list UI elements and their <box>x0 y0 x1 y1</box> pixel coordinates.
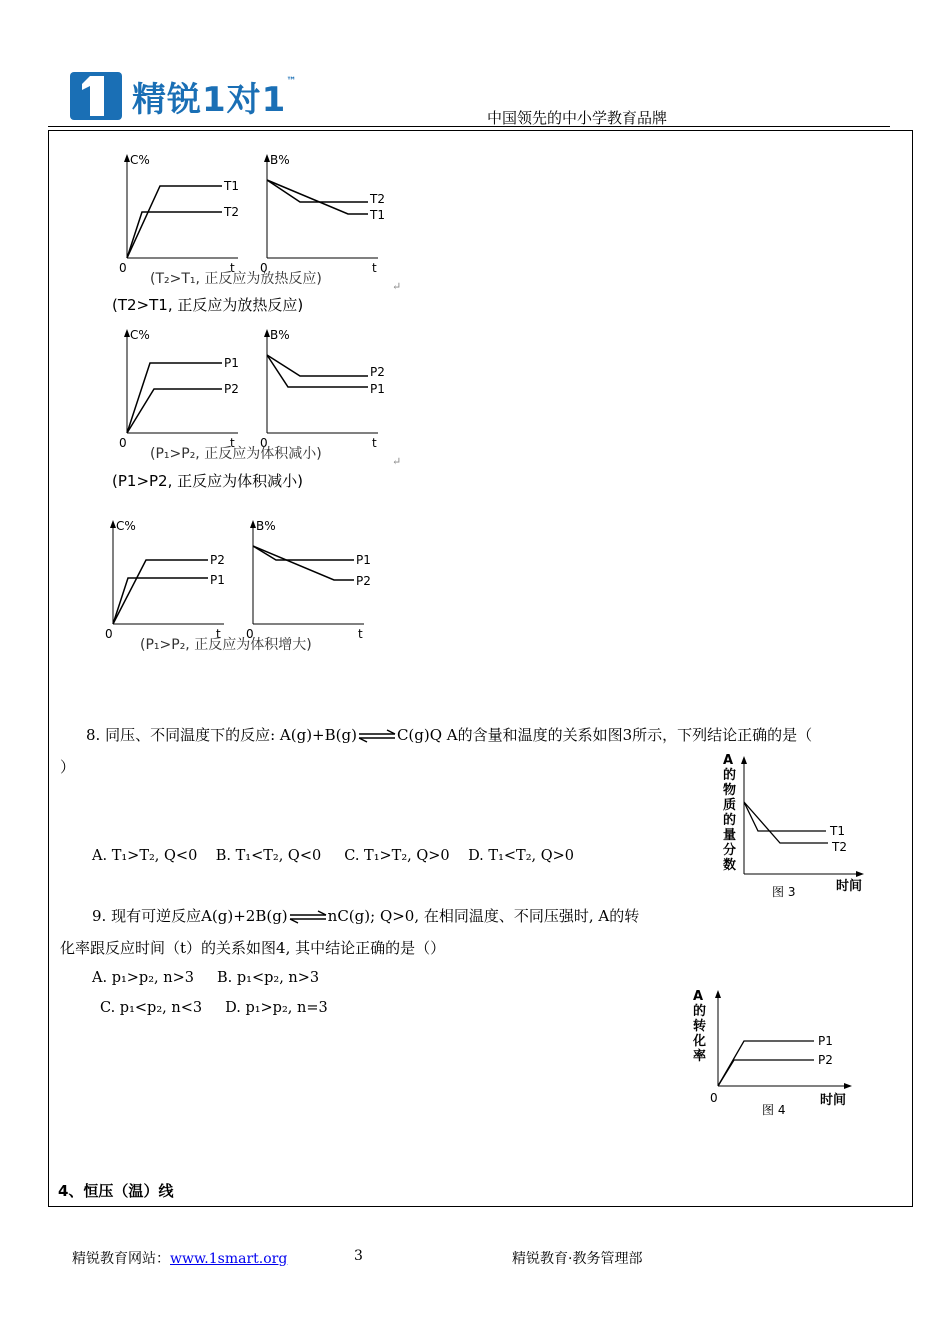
svg-text:T2: T2 <box>832 840 847 854</box>
svg-text:时间: 时间 <box>820 1093 847 1108</box>
figure-3 <box>718 752 878 902</box>
svg-text:B%: B% <box>256 519 276 533</box>
graph-note: (P1>P2, 正反应为体积减小) <box>112 472 303 490</box>
figure-4-ylabel: A 的转化率 <box>693 989 707 1064</box>
figure-3-ylabel: A 的物质的量分数 <box>723 753 737 873</box>
graph-c-percent <box>119 153 239 275</box>
curve-t2 <box>744 802 828 843</box>
question-8-close: ） <box>60 758 76 776</box>
curve-t1 <box>127 186 222 258</box>
graph-caption: (T₂>T₁, 正反应为放热反应) <box>150 271 322 287</box>
svg-text:P2: P2 <box>370 365 385 379</box>
svg-text:B%: B% <box>270 153 290 167</box>
graph-b-percent <box>260 328 385 450</box>
question-9-options-1: A. p₁>p₂, n>3 B. p₁<p₂, n>3 <box>92 970 320 986</box>
question-8-options: A. T₁>T₂, Q<0 B. T₁<T₂, Q<0 C. T₁>T₂, Q>0 D. T₁<T₂, Q>0 <box>92 848 574 864</box>
graph-c-percent <box>119 328 239 450</box>
question-9-cont: 化率跟反应时间（t）的关系如图4, 其中结论正确的是（） <box>60 939 446 957</box>
logo-tm: ™ <box>286 76 298 87</box>
figure-4 <box>688 986 858 1122</box>
curve-t2 <box>127 212 222 258</box>
graph-caption: (P₁>P₂, 正反应为体积增大) <box>140 637 312 653</box>
curve-t2 <box>267 180 368 202</box>
question-8: 8. 同压、不同温度下的反应: A(g)+B(g) C(g)Q A的含量和温度的关系如图3所示，下列结论正确的是（ <box>86 726 813 744</box>
graph-note: (T2>T1, 正反应为放热反应) <box>112 296 304 314</box>
graph-pair-pressure-increase <box>96 514 386 654</box>
svg-text:P1: P1 <box>818 1034 833 1048</box>
question-9-options-2: C. p₁<p₂, n<3 D. p₁>p₂, n=3 <box>100 1000 328 1016</box>
section-heading: 4、恒压（温）线 <box>58 1182 174 1200</box>
svg-text:T1: T1 <box>224 179 239 193</box>
svg-text:t: t <box>230 436 235 450</box>
svg-text:t: t <box>216 627 221 641</box>
svg-text:0: 0 <box>119 261 127 275</box>
svg-text:t: t <box>230 261 235 275</box>
svg-text:时间: 时间 <box>836 879 863 894</box>
curve-t1 <box>267 180 368 214</box>
graph-c-percent <box>105 519 225 641</box>
equilibrium-arrow-icon <box>357 729 397 743</box>
svg-text:T1: T1 <box>830 824 845 838</box>
svg-text:B%: B% <box>270 328 290 342</box>
svg-text:图 4: 图 4 <box>762 1103 786 1117</box>
site-link[interactable]: www.1smart.org <box>170 1251 288 1267</box>
curve-p2 <box>718 1060 814 1086</box>
logo-wordmark: 精锐1对1 <box>132 80 287 120</box>
svg-text:0: 0 <box>710 1091 718 1105</box>
logo-text <box>132 72 297 121</box>
svg-text:0: 0 <box>119 436 127 450</box>
svg-text:图 3: 图 3 <box>772 885 796 899</box>
curve-p2 <box>127 389 222 433</box>
graph-pair-pressure <box>110 323 400 463</box>
svg-text:T2: T2 <box>224 205 239 219</box>
logo-icon <box>70 68 122 120</box>
graph-caption: (P₁>P₂, 正反应为体积减小) <box>150 446 322 462</box>
svg-text:T1: T1 <box>370 208 385 222</box>
svg-text:P2: P2 <box>210 553 225 567</box>
curve-p1 <box>113 578 208 624</box>
svg-text:P1: P1 <box>370 382 385 396</box>
svg-text:P1: P1 <box>224 356 239 370</box>
graph-b-percent <box>260 153 385 275</box>
curve-p2 <box>253 546 354 580</box>
svg-text:C%: C% <box>116 519 136 533</box>
svg-text:t: t <box>372 436 377 450</box>
header-rule <box>48 126 890 127</box>
svg-text:P1: P1 <box>210 573 225 587</box>
graph-b-percent <box>246 519 371 641</box>
page-number: 3 <box>354 1248 363 1264</box>
question-9: 9. 现有可逆反应A(g)+2B(g) nC(g); Q>0, 在相同温度、不同压强时, A的转 <box>92 907 640 925</box>
footer-site: 精锐教育网站：www.1smart.org <box>72 1251 288 1267</box>
curve-p2 <box>267 355 368 376</box>
svg-text:0: 0 <box>105 627 113 641</box>
curve-p1 <box>267 355 368 387</box>
return-mark: ↵ <box>392 280 402 293</box>
svg-text:t: t <box>372 261 377 275</box>
curve-p1 <box>127 363 222 433</box>
svg-text:C%: C% <box>130 153 150 167</box>
svg-text:P1: P1 <box>356 553 371 567</box>
equilibrium-arrow-icon <box>288 910 328 924</box>
svg-text:0: 0 <box>246 627 254 641</box>
graph-pair-temperature <box>110 148 400 288</box>
footer-department: 精锐教育·教务管理部 <box>512 1251 643 1267</box>
svg-text:t: t <box>358 627 363 641</box>
return-mark: ↵ <box>392 455 402 468</box>
svg-text:0: 0 <box>260 436 268 450</box>
svg-text:0: 0 <box>260 261 268 275</box>
svg-text:P2: P2 <box>356 574 371 588</box>
svg-text:P2: P2 <box>224 382 239 396</box>
curve-p2 <box>113 560 208 624</box>
svg-text:T2: T2 <box>370 192 385 206</box>
svg-text:C%: C% <box>130 328 150 342</box>
slogan: 中国领先的中小学教育品牌 <box>487 109 668 127</box>
svg-text:P2: P2 <box>818 1053 833 1067</box>
